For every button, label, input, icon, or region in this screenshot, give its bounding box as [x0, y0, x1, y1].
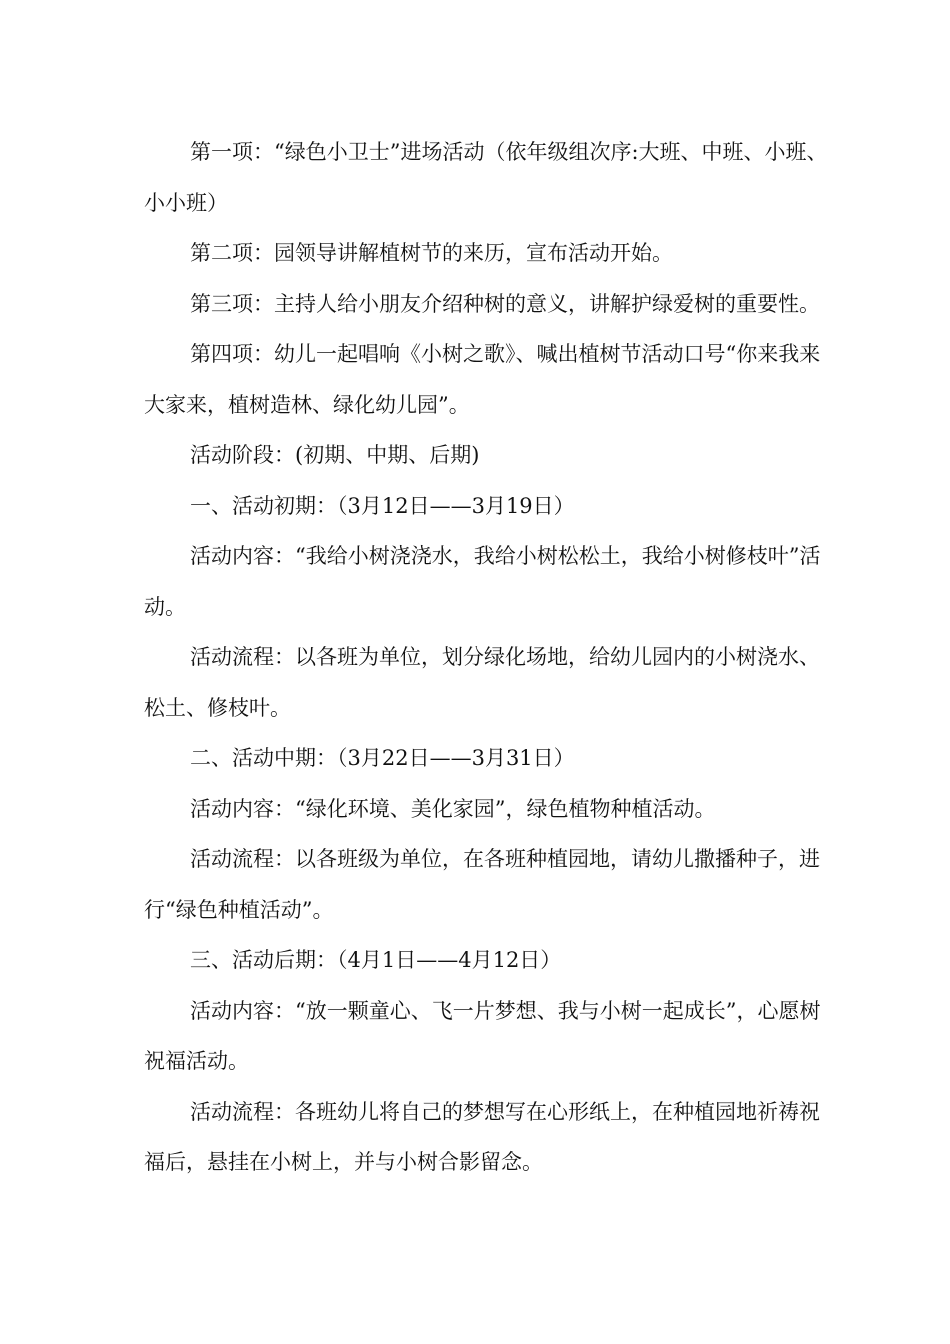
- paragraph-item-1: 第一项：“绿色小卫士”进场活动（依年级组次序:大班、中班、小班、小小班）: [144, 140, 828, 215]
- paragraph-item-4: 第四项：幼儿一起唱响《小树之歌》、喊出植树节活动口号“你来我来大家来，植树造林、绿化幼儿园”。: [144, 342, 821, 417]
- paragraph-item-5: 活动阶段：(初期、中期、后期): [190, 443, 480, 467]
- paragraph-item-3: 第三项：主持人给小朋友介绍种树的意义，讲解护绿爱树的重要性。: [190, 291, 820, 316]
- paragraph-item-11: 活动流程：以各班级为单位，在各班种植园地，请幼儿撒播种子，进行“绿色种植活动”。: [144, 847, 820, 922]
- paragraph-item-7: 活动内容：“我给小树浇浇水，我给小树松松土，我给小树修枝叶”活动。: [144, 544, 821, 619]
- paragraph-item-12: 三、活动后期：（4月1日——4月12日）: [190, 948, 562, 972]
- paragraph-item-8: 活动流程：以各班为单位，划分绿化场地，给幼儿园内的小树浇水、松土、修枝叶。: [144, 645, 820, 720]
- paragraph-item-2: 第二项：园领导讲解植树节的来历，宣布活动开始。: [190, 241, 673, 265]
- paragraph-item-6: 一、活动初期：（3月12日——3月19日）: [190, 493, 575, 518]
- paragraph-item-9: 二、活动中期：（3月22日——3月31日）: [190, 746, 575, 770]
- paragraph-item-14: 活动流程：各班幼儿将自己的梦想写在心形纸上，在种植园地祈祷祝福后，悬挂在小树上，并与小树合影留念。: [144, 1099, 820, 1174]
- paragraph-item-10: 活动内容：“绿化环境、美化家园”，绿色植物种植活动。: [190, 796, 716, 821]
- document-body: [144, 127, 834, 1188]
- paragraph-item-13: 活动内容：“放一颗童心、飞一片梦想、我与小树一起成长”，心愿树祝福活动。: [144, 998, 821, 1073]
